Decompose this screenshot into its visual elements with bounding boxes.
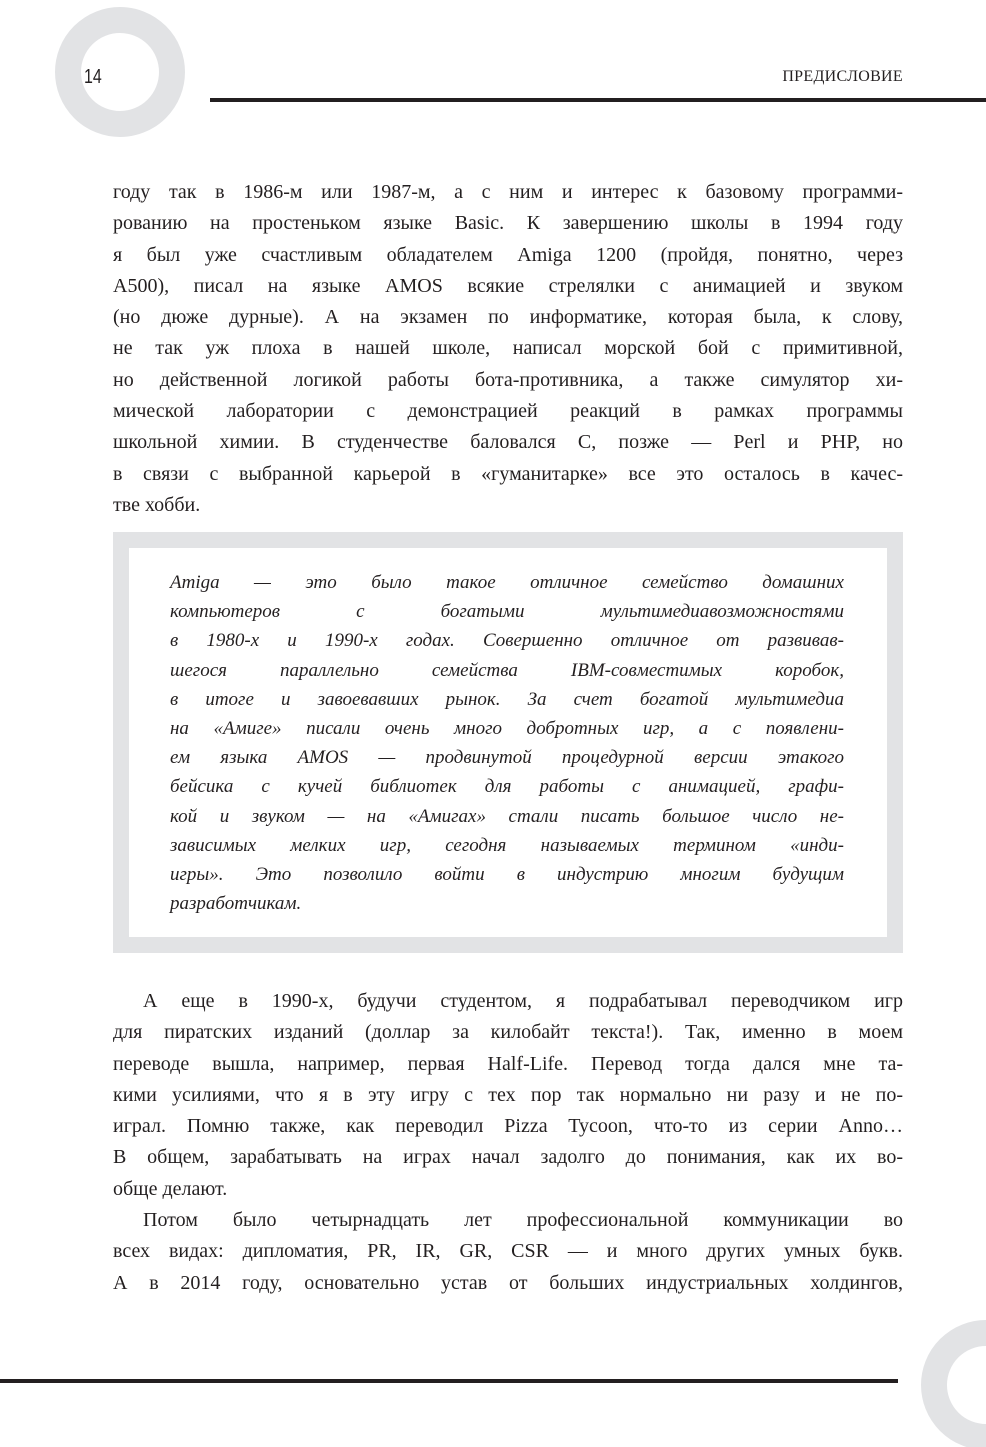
text-line: тве хобби. — [113, 493, 201, 516]
text-line: школьной химии. В студенчестве баловался C, позже — Perl и PHP, но — [113, 431, 903, 454]
text-line: на «Амиге» писали очень много добротных игр, а с появлени- — [170, 717, 844, 739]
header-rule — [210, 98, 986, 102]
text-line: A500), писал на языке AMOS всякие стрелялки с анимацией и звуком — [113, 274, 903, 297]
text-line: зависимых мелких игр, сегодня называемых термином «инди- — [170, 834, 844, 856]
text-line: мической лаборатории с демонстрацией реакций в рамках программы — [113, 400, 903, 423]
text-line: играл. Помню также, как переводил Pizza Tycoon, что-то из серии Anno… — [113, 1115, 903, 1138]
text-line: в 1980-х и 1990-х годах. Совершенно отличное от развивав- — [170, 630, 844, 652]
running-title: ПРЕДИСЛОВИЕ — [782, 68, 903, 85]
text-line: шегося параллельно семейства IBM-совместимых коробок, — [170, 659, 844, 681]
footer-rule — [0, 1379, 898, 1383]
text-line: разработчикам. — [170, 893, 302, 915]
text-line: Потом было четырнадцать лет профессиональной коммуникации во — [143, 1209, 903, 1231]
page-number: 14 — [84, 66, 102, 88]
text-line: в итоге и завоевавших рынок. За счет богатой мультимедиа — [170, 688, 844, 710]
text-line: А в 2014 году, основательно устав от больших индустриальных холдингов, — [113, 1271, 903, 1294]
sidebar-note-text — [170, 568, 844, 918]
paragraph-3 — [113, 1205, 903, 1299]
text-line: игры». Это позволило войти в индустрию многим будущим — [170, 863, 844, 885]
text-line: В общем, зарабатывать на играх начал задолго до понимания, как их во- — [113, 1146, 903, 1169]
text-line: переводе вышла, например, первая Half-Life. Перевод тогда дался мне та- — [113, 1052, 903, 1075]
decorative-ring-top — [55, 5, 185, 145]
decorative-ring-bottom — [921, 1318, 986, 1447]
text-line: я был уже счастливым обладателем Amiga 1200 (пройдя, понятно, через — [113, 243, 903, 266]
paragraph-1 — [113, 177, 903, 521]
paragraph-2 — [113, 986, 903, 1205]
text-line: всех видах: дипломатия, PR, IR, GR, CSR — и много других умных букв. — [113, 1240, 903, 1263]
text-line: обще делают. — [113, 1177, 228, 1200]
text-line: для пиратских изданий (доллар за килобайт текста!). Так, именно в моем — [113, 1021, 903, 1044]
text-line: кими усилиями, что я в эту игру с тех пор так нормально ни разу и не по- — [113, 1083, 903, 1106]
text-line: А еще в 1990-х, будучи студентом, я подрабатывал переводчиком игр — [143, 990, 903, 1012]
text-line: году так в 1986-м или 1987-м, а с ним и интерес к базовому программи- — [113, 181, 903, 203]
text-line: (но дюже дурные). А на экзамен по информатике, которая была, к слову, — [113, 306, 903, 329]
text-line: ем языка AMOS — продвинутой процедурной версии этакого — [170, 747, 844, 769]
text-line: не так уж плоха в нашей школе, написал морской бой с примитивной, — [113, 337, 903, 360]
text-line: рованию на простеньком языке Basic. К завершению школы в 1994 году — [113, 212, 903, 235]
text-line: в связи с выбранной карьерой в «гуманитарке» все это осталось в качес- — [113, 462, 903, 485]
text-line: компьютеров с богатыми мультимедиавозможностями — [170, 601, 844, 623]
text-line: но действенной логикой работы бота-противника, а также симулятор хи- — [113, 368, 903, 391]
text-line: Amiga — это было такое отличное семейство домашних — [170, 572, 844, 593]
text-line: кой и звуком — на «Амигах» стали писать большое число не- — [170, 805, 844, 827]
text-line: бейсика с кучей библиотек для работы с анимацией, графи- — [170, 776, 844, 798]
